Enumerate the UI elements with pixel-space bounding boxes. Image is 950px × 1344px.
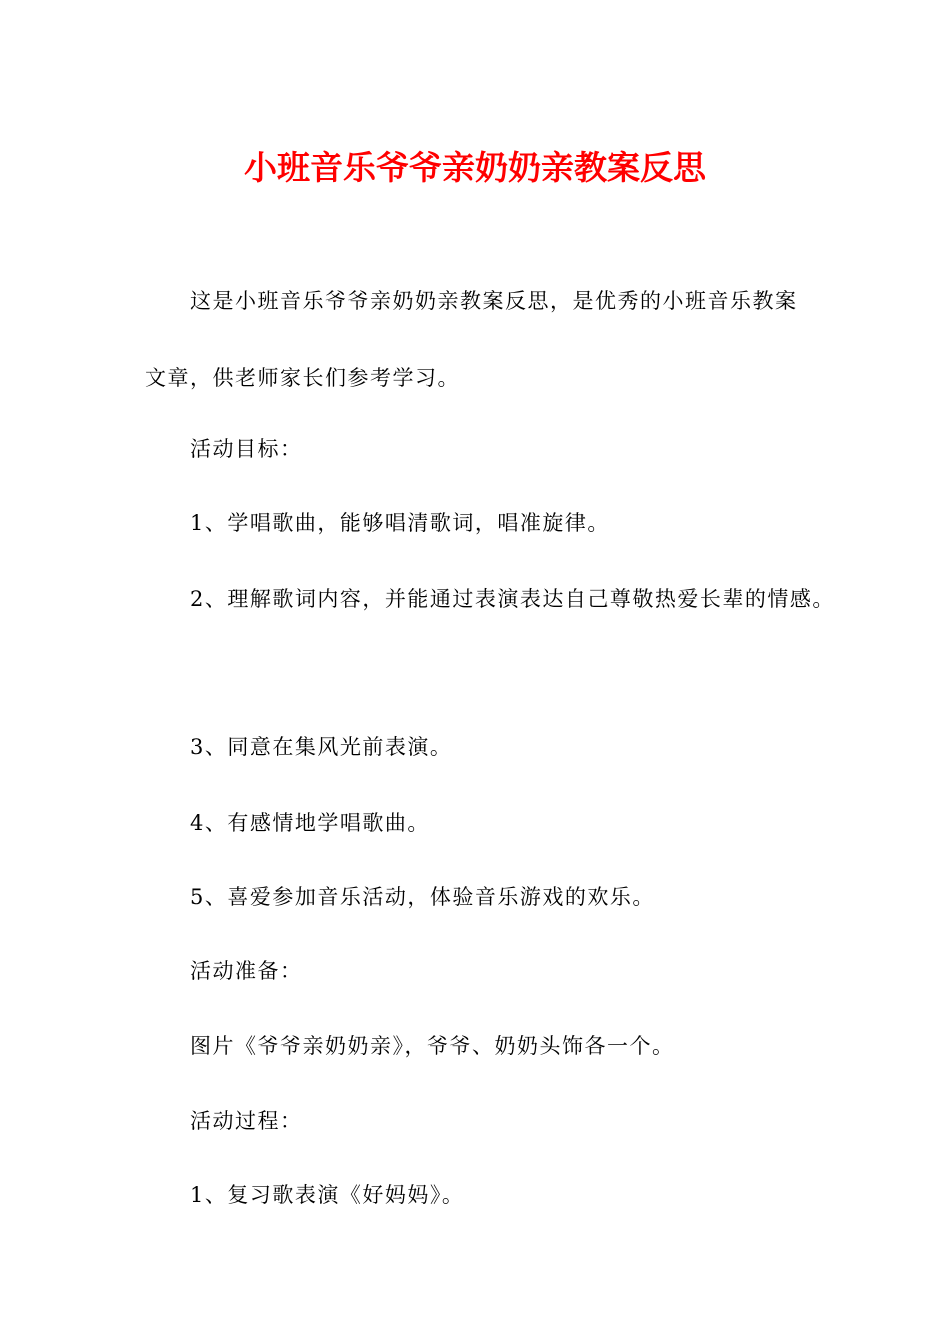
intro-paragraph-line-1: 这是小班音乐爷爷亲奶奶亲教案反思，是优秀的小班音乐教案 [190, 289, 798, 313]
section-heading-process: 活动过程： [190, 1109, 303, 1133]
goal-item-5: 5、喜爱参加音乐活动，体验音乐游戏的欢乐。 [190, 885, 655, 909]
preparation-text: 图片《爷爷亲奶奶亲》，爷爷、奶奶头饰各一个。 [190, 1034, 675, 1058]
section-heading-goals: 活动目标： [190, 437, 303, 461]
goal-item-3: 3、同意在集风光前表演。 [190, 735, 453, 759]
process-step-1: 1、复习歌表演《好妈妈》。 [190, 1183, 465, 1207]
goal-item-2: 2、理解歌词内容，并能通过表演表达自己尊敬热爱长辈的情感。 [190, 587, 835, 611]
goal-item-1: 1、学唱歌曲，能够唱清歌词，唱准旋律。 [190, 511, 610, 535]
intro-paragraph-line-2: 文章，供老师家长们参考学习。 [145, 366, 460, 390]
document-title: 小班音乐爷爷亲奶奶亲教案反思 [244, 148, 706, 187]
goal-item-4: 4、有感情地学唱歌曲。 [190, 811, 430, 835]
section-heading-preparation: 活动准备： [190, 959, 303, 983]
